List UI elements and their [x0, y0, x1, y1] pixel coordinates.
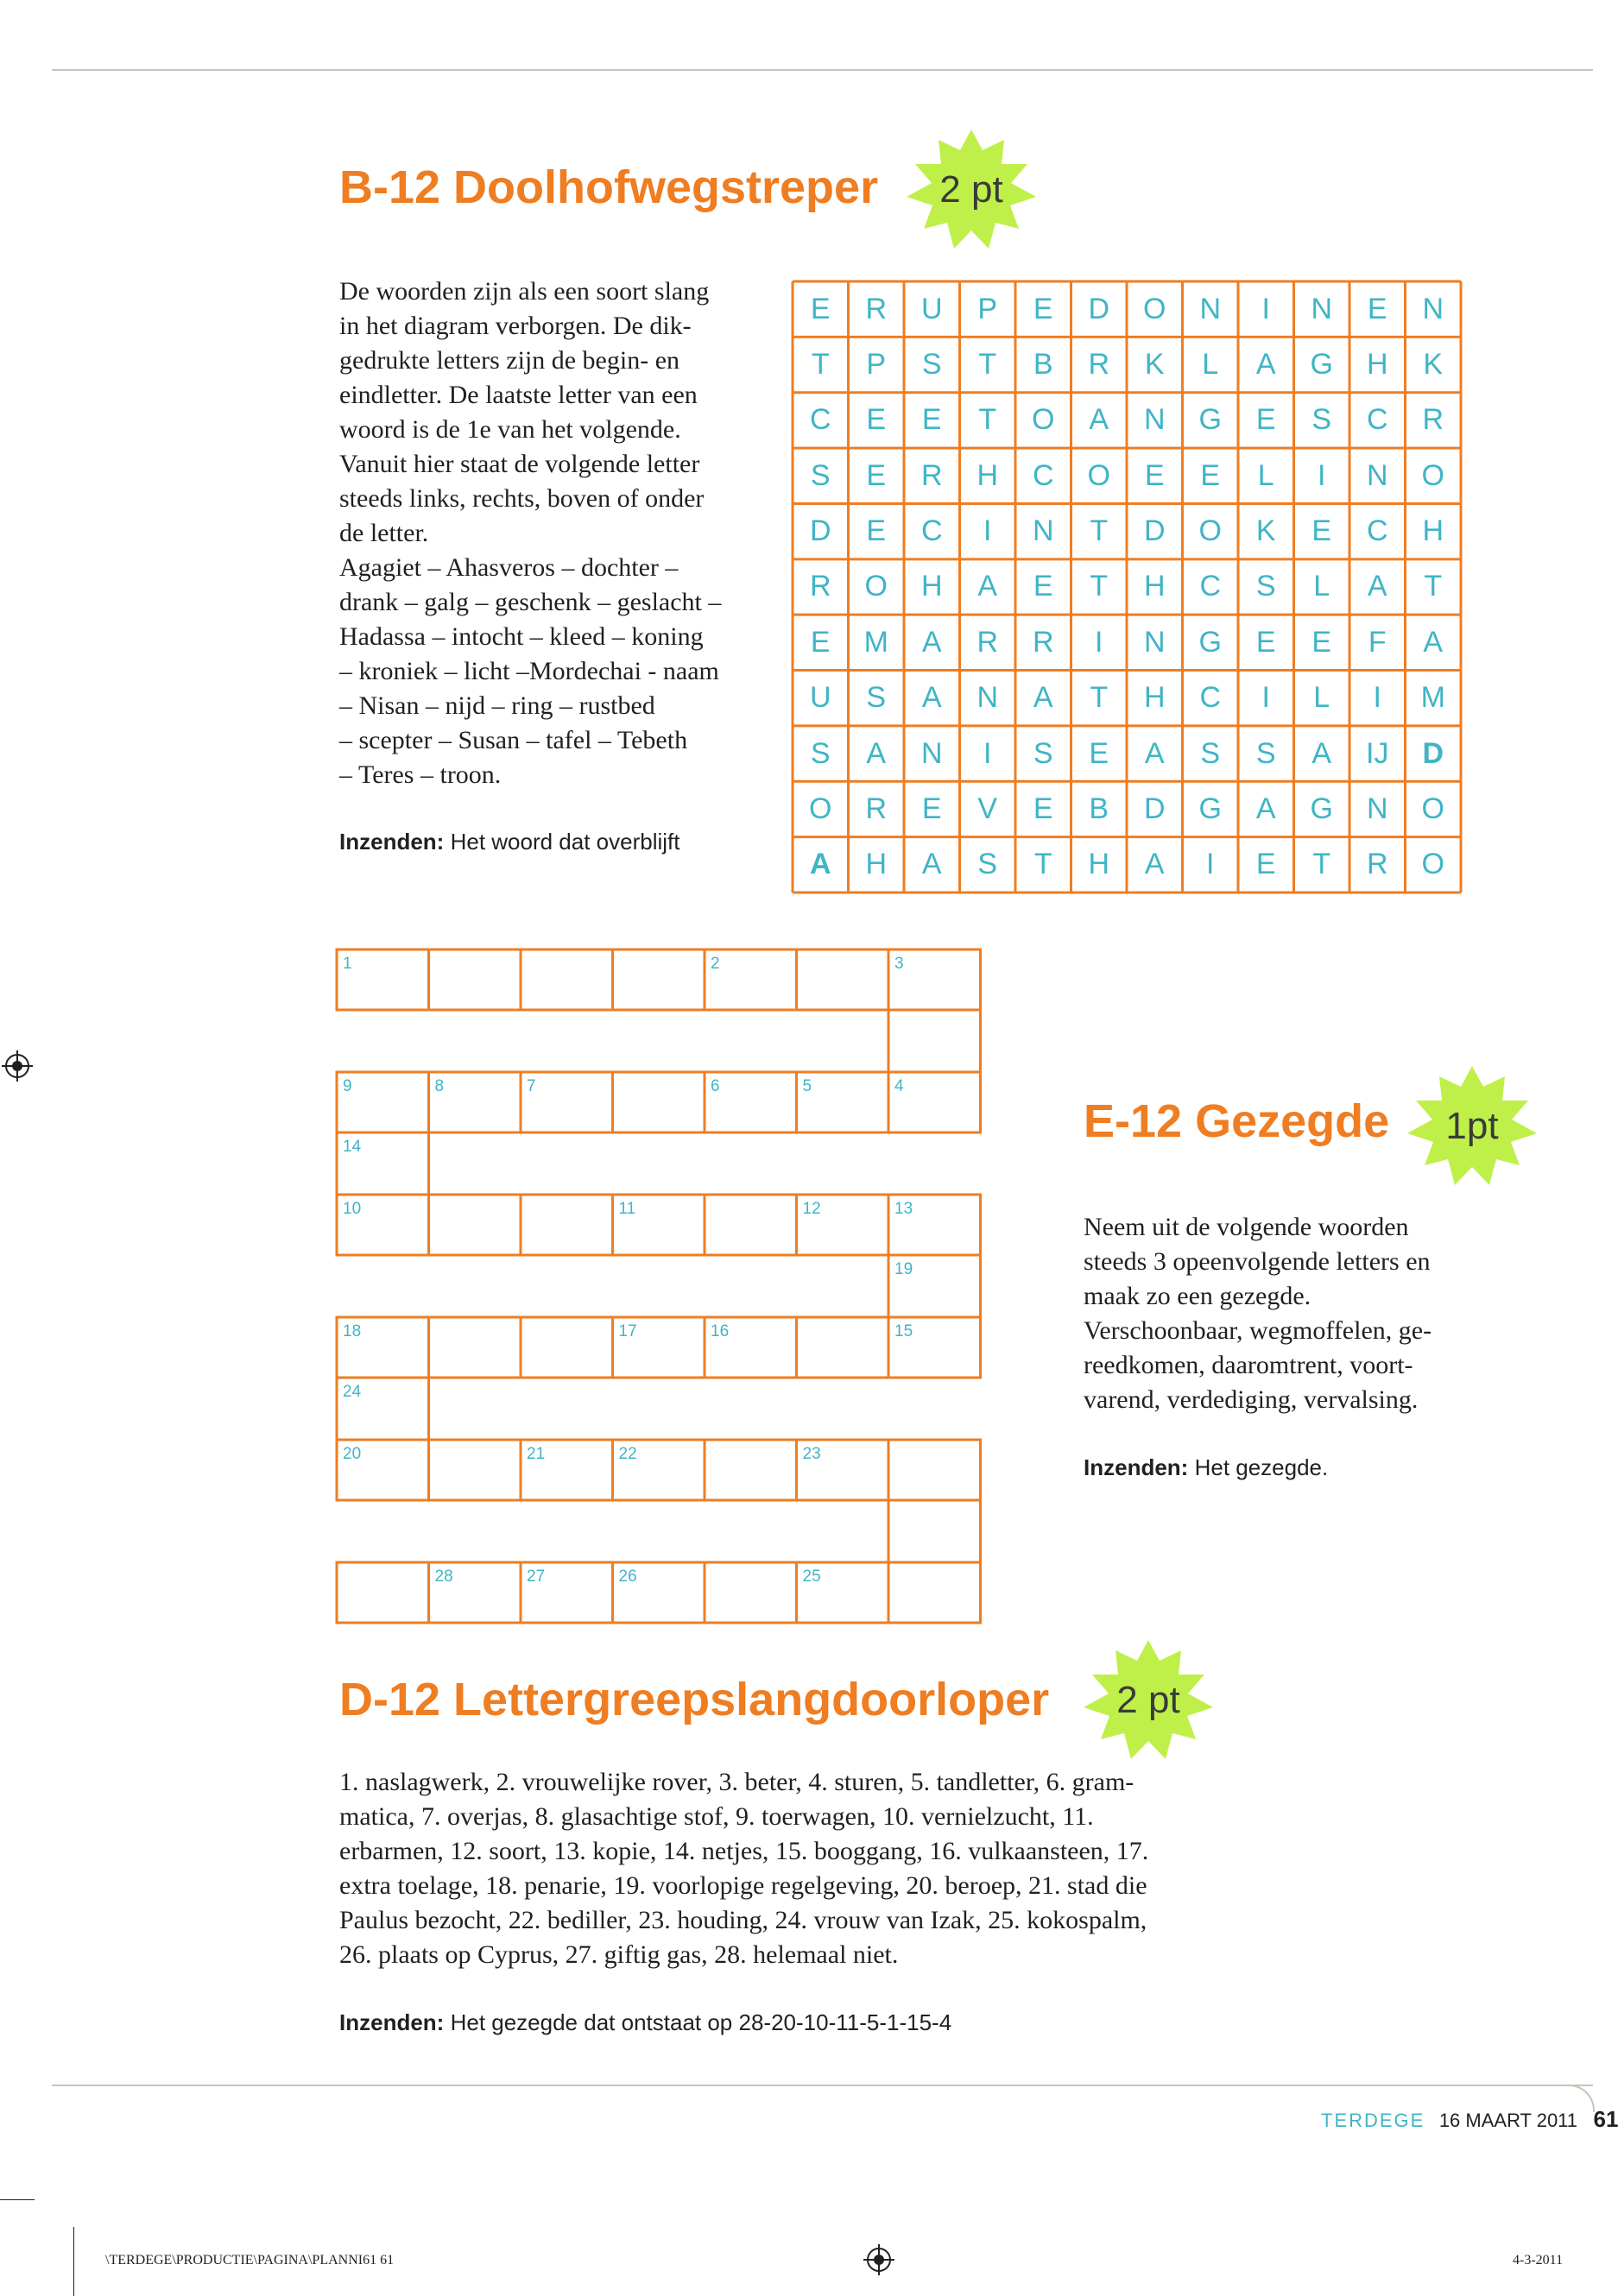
letter-cell: H	[1088, 848, 1110, 881]
d12-text-line: Paulus bezocht, 22. bediller, 23. houding, 24. vrouw van Izak, 25. kokospalm,	[339, 1906, 1147, 1934]
letter-cell: N	[1366, 792, 1388, 825]
letter-cell: E	[1033, 792, 1053, 825]
letter-cell: C	[1032, 458, 1054, 492]
letter-cell: C	[1199, 570, 1222, 603]
letter-cell: E	[866, 458, 887, 492]
letter-cell: L	[1257, 458, 1274, 492]
b12-text-line: De woorden zijn als een soort slang	[339, 277, 710, 306]
letter-cell: S	[921, 348, 942, 382]
letter-cell: C	[1366, 403, 1388, 437]
crossword-number: 3	[894, 955, 904, 973]
letter-cell: P	[977, 292, 998, 325]
crossword-number: 20	[343, 1445, 362, 1463]
letter-cell: U	[920, 292, 943, 325]
crossword-cell	[888, 1440, 981, 1500]
registration-mark-bottom	[862, 2242, 896, 2277]
b12-text-line: Hadassa – intocht – kleed – koning	[339, 622, 704, 651]
crossword-cell	[521, 949, 613, 1010]
slug-path: \TERDEGE\PRODUCTIE\PAGINA\PLANNI61 61	[105, 2253, 395, 2268]
b12-text-line: in het diagram verborgen. De dik-	[339, 312, 692, 340]
letter-cell: E	[1255, 848, 1276, 881]
b12-text-line: – scepter – Susan – tafel – Tebeth	[339, 726, 688, 754]
b12-text-line: Agagiet – Ahasveros – dochter –	[339, 553, 679, 582]
letter-cell: S	[1255, 736, 1276, 770]
b12-text-line: – Teres – troon.	[339, 760, 502, 789]
crossword-number: 19	[894, 1260, 913, 1278]
d12-points-burst	[1084, 1640, 1213, 1761]
letter-cell: C	[1199, 681, 1222, 715]
letter-cell: M	[1420, 681, 1445, 715]
letter-cell: N	[1032, 514, 1054, 548]
e12-title: E-12 Gezegde	[1084, 1095, 1390, 1147]
b12-text-line: drank – galg – geschenk – geslacht –	[339, 588, 722, 616]
b12-send-text: Het woord dat overblijft	[450, 829, 680, 855]
letter-cell: A	[1144, 736, 1165, 770]
letter-cell: I	[1261, 681, 1270, 715]
letter-cell: A	[809, 848, 831, 881]
e12-send-text: Het gezegde.	[1194, 1454, 1329, 1480]
letter-cell: A	[921, 848, 942, 881]
b12-instructions	[339, 274, 771, 792]
letter-cell: B	[1089, 792, 1109, 825]
letter-cell: A	[977, 570, 998, 603]
letter-cell: T	[978, 403, 997, 437]
letter-cell: D	[1143, 792, 1166, 825]
crossword-cell	[337, 1562, 429, 1623]
letter-cell: A	[1423, 625, 1444, 659]
d12-points: 2 pt	[1116, 1679, 1180, 1721]
b12-points-burst	[907, 129, 1036, 250]
letter-cell: E	[1033, 292, 1053, 325]
crossword-cell	[888, 1562, 981, 1623]
letter-cell: T	[1090, 681, 1109, 715]
letter-cell: T	[1033, 848, 1052, 881]
letter-cell: N	[1366, 458, 1388, 492]
letter-cell: E	[1089, 736, 1109, 770]
letter-cell: E	[1367, 292, 1387, 325]
crossword-number: 18	[343, 1322, 362, 1340]
letter-cell: N	[1311, 292, 1333, 325]
letter-cell: D	[1143, 514, 1166, 548]
crossword-cell	[429, 1317, 521, 1378]
letter-cell: H	[1422, 514, 1444, 548]
letter-cell: E	[921, 403, 942, 437]
letter-cell: E	[1311, 625, 1332, 659]
letter-cell: O	[1421, 848, 1444, 881]
letter-cell: R	[1422, 403, 1444, 437]
crossword-cell	[705, 1440, 797, 1500]
b12-text-line: steeds links, rechts, boven of onder	[339, 484, 705, 513]
crossword-number: 7	[527, 1077, 536, 1095]
letter-cell: H	[976, 458, 999, 492]
letter-cell: I	[1318, 458, 1326, 492]
crossword-number: 6	[711, 1077, 720, 1095]
crossword-number: 25	[802, 1567, 821, 1586]
crossword-number: 17	[618, 1322, 637, 1340]
crossword-cell	[613, 949, 705, 1010]
footer-page: 61	[1593, 2106, 1618, 2132]
letter-cell: D	[809, 514, 831, 548]
letter-cell: E	[1255, 625, 1276, 659]
letter-cell: D	[1422, 736, 1444, 770]
crossword-cell	[429, 949, 521, 1010]
letter-cell: A	[921, 681, 942, 715]
e12-text-line: varend, verdediging, vervalsing.	[1084, 1385, 1419, 1414]
letter-cell: E	[1200, 458, 1221, 492]
b12-text-line: gedrukte letters zijn de begin- en	[339, 346, 680, 375]
letter-cell: R	[809, 570, 831, 603]
e12-text-line: Neem uit de volgende woorden	[1084, 1213, 1409, 1241]
e12-send	[1084, 1454, 1328, 1481]
crossword-cell	[429, 1440, 521, 1500]
letter-cell: I	[1095, 625, 1103, 659]
crossword-number: 15	[894, 1322, 913, 1340]
letter-cell: U	[809, 681, 831, 715]
letter-cell: R	[920, 458, 943, 492]
letter-cell: H	[920, 570, 943, 603]
letter-cell: N	[1199, 292, 1222, 325]
crossword-cell	[521, 1317, 613, 1378]
crossword-number: 22	[618, 1445, 637, 1463]
letter-cell: T	[978, 348, 997, 382]
d12-text-line: 26. plaats op Cyprus, 27. giftig gas, 28. helemaal niet.	[339, 1940, 899, 1969]
registration-mark-left	[0, 1049, 35, 1083]
bottom-rule	[52, 2085, 1593, 2086]
top-rule	[52, 69, 1593, 71]
letter-cell: S	[810, 736, 831, 770]
crossword-number: 16	[711, 1322, 730, 1340]
crossword-cell	[613, 1072, 705, 1132]
letter-cell: O	[1032, 403, 1055, 437]
slug-date: 4-3-2011	[1513, 2253, 1564, 2268]
letter-cell: S	[1311, 403, 1332, 437]
letter-cell: F	[1368, 625, 1387, 659]
letter-cell: R	[1088, 348, 1110, 382]
letter-cell: N	[1422, 292, 1444, 325]
b12-text-line: eindletter. De laatste letter van een	[339, 381, 698, 409]
letter-cell: S	[866, 681, 887, 715]
crossword-connector-cell	[888, 1010, 981, 1072]
letter-cell: A	[1255, 792, 1276, 825]
crossword-cell	[797, 949, 889, 1010]
letter-cell: E	[866, 403, 887, 437]
d12-title: D-12 Lettergreepslangdoorloper	[339, 1674, 1050, 1725]
letter-cell: E	[810, 625, 831, 659]
letter-cell: E	[866, 514, 887, 548]
letter-cell: IJ	[1366, 736, 1389, 770]
e12-points: 1pt	[1445, 1105, 1499, 1147]
letter-cell: M	[863, 625, 888, 659]
letter-cell: S	[1255, 570, 1276, 603]
crossword-number: 24	[343, 1383, 362, 1401]
letter-cell: O	[1421, 458, 1444, 492]
letter-cell: O	[1421, 792, 1444, 825]
letter-cell: A	[1311, 736, 1332, 770]
letter-cell: L	[1202, 348, 1219, 382]
letter-cell: C	[809, 403, 831, 437]
b12-text-line: de letter.	[339, 519, 429, 547]
letter-cell: E	[1311, 514, 1332, 548]
letter-cell: I	[1206, 848, 1215, 881]
letter-cell: A	[1367, 570, 1387, 603]
letter-cell: T	[1312, 848, 1331, 881]
b12-send-label: Inzenden:	[339, 829, 445, 855]
letter-cell: D	[1088, 292, 1110, 325]
letter-cell: R	[976, 625, 999, 659]
b12-text-line: woord is de 1e van het volgende.	[339, 415, 681, 444]
d12-send-label: Inzenden:	[339, 2009, 445, 2035]
letter-cell: I	[1261, 292, 1270, 325]
letter-cell: K	[1144, 348, 1165, 382]
letter-cell: C	[1366, 514, 1388, 548]
crossword-connector-cell	[888, 1500, 981, 1562]
letter-cell: N	[920, 736, 943, 770]
letter-cell: K	[1423, 348, 1444, 382]
letter-cell: E	[1255, 403, 1276, 437]
letter-cell: R	[865, 792, 888, 825]
b12-title: B-12 Doolhofwegstreper	[339, 161, 879, 213]
letter-cell: R	[1366, 848, 1388, 881]
letter-cell: O	[1087, 458, 1110, 492]
letter-cell: E	[921, 792, 942, 825]
b12-send	[339, 829, 679, 855]
crossword-number: 11	[618, 1200, 636, 1218]
letter-grid-lines	[791, 280, 1463, 894]
crossword-cell	[429, 1195, 521, 1255]
letter-cell: I	[983, 514, 992, 548]
letter-cell: K	[1255, 514, 1276, 548]
letter-cell: E	[810, 292, 831, 325]
letter-cell: S	[1200, 736, 1221, 770]
crossword-number: 1	[343, 955, 352, 973]
crossword-number: 27	[527, 1567, 546, 1586]
crossword-number: 5	[802, 1077, 812, 1095]
d12-text-line: extra toelage, 18. penarie, 19. voorlopige regelgeving, 20. beroep, 21. stad die	[339, 1871, 1147, 1900]
letter-cell: G	[1310, 792, 1333, 825]
b12-letter-grid	[793, 281, 1461, 893]
letter-cell: A	[1089, 403, 1109, 437]
b12-text-line: Vanuit hier staat de volgende letter	[339, 450, 700, 478]
crossword-cell	[705, 1562, 797, 1623]
crossword-number: 28	[434, 1567, 453, 1586]
crossword-number: 10	[343, 1200, 362, 1218]
letter-cell: G	[1198, 403, 1222, 437]
b12-points: 2 pt	[939, 168, 1003, 211]
crossword-number: 9	[343, 1077, 352, 1095]
d12-send	[339, 2009, 951, 2036]
letter-cell: E	[1033, 570, 1053, 603]
crossword-number: 4	[894, 1077, 904, 1095]
crossword-number: 12	[802, 1200, 821, 1218]
letter-cell: A	[1255, 348, 1276, 382]
crossword-number: 26	[618, 1567, 637, 1586]
e12-instructions	[1084, 1210, 1567, 1417]
letter-cell: C	[920, 514, 943, 548]
letter-cell: I	[983, 736, 992, 770]
letter-cell: T	[1090, 514, 1109, 548]
letter-cell: O	[1143, 292, 1166, 325]
letter-cell: A	[921, 625, 942, 659]
crossword-cell	[521, 1195, 613, 1255]
letter-cell: H	[865, 848, 888, 881]
e12-text-line: maak zo een gezegde.	[1084, 1282, 1311, 1310]
crop-mark-vertical	[73, 2227, 74, 2296]
letter-cell: R	[1032, 625, 1054, 659]
letter-cell: G	[1198, 625, 1222, 659]
letter-cell: N	[1143, 625, 1166, 659]
e12-text-line: Verschoonbaar, wegmoffelen, ge-	[1084, 1316, 1432, 1345]
e12-text-line: steeds 3 opeenvolgende letters en	[1084, 1247, 1431, 1276]
letter-cell: H	[1143, 570, 1166, 603]
d12-text-line: matica, 7. overjas, 8. glasachtige stof, 9. toerwagen, 10. vernielzucht, 11.	[339, 1802, 1094, 1831]
letter-cell: R	[865, 292, 888, 325]
b12-text-line: – Nisan – nijd – ring – rustbed	[339, 691, 655, 720]
letter-cell: S	[1033, 736, 1053, 770]
crop-mark-left	[0, 2199, 35, 2200]
d12-text-line: 1. naslagwerk, 2. vrouwelijke rover, 3. beter, 4. sturen, 5. tandletter, 6. gram-	[339, 1768, 1134, 1796]
letter-cell: T	[1424, 570, 1443, 603]
letter-cell: O	[809, 792, 832, 825]
letter-cell: O	[1198, 514, 1222, 548]
d12-clues	[339, 1765, 1237, 1972]
crossword-cell	[797, 1317, 889, 1378]
d12-crossword-grid	[335, 948, 980, 1623]
crossword-number: 8	[434, 1077, 445, 1095]
letter-cell: O	[864, 570, 888, 603]
letter-cell: S	[810, 458, 831, 492]
e12-text-line: reedkomen, daaromtrent, voort-	[1084, 1351, 1413, 1379]
letter-cell: G	[1310, 348, 1333, 382]
letter-cell: A	[1144, 848, 1165, 881]
letter-cell: I	[1373, 681, 1381, 715]
letter-cell: G	[1198, 792, 1222, 825]
crossword-number: 14	[343, 1138, 362, 1156]
letter-cell: B	[1033, 348, 1053, 382]
b12-text-line: – kroniek – licht –Mordechai - naam	[339, 657, 719, 685]
letter-cell: E	[1144, 458, 1165, 492]
e12-send-label: Inzenden:	[1084, 1454, 1189, 1480]
letter-cell: T	[1090, 570, 1109, 603]
letter-cell: H	[1366, 348, 1388, 382]
page-corner-curve	[1567, 2085, 1595, 2112]
footer-brand: TERDEGE	[1321, 2110, 1425, 2131]
letter-cell: L	[1313, 570, 1330, 603]
letter-cell: N	[1143, 403, 1166, 437]
crossword-number: 13	[894, 1200, 913, 1218]
footer-date: 16 MAART 2011	[1438, 2110, 1578, 2131]
crossword-number: 21	[527, 1445, 546, 1463]
letter-cell: L	[1313, 681, 1330, 715]
letter-cell: P	[866, 348, 887, 382]
crossword-number: 23	[802, 1445, 821, 1463]
letter-cell: T	[811, 348, 830, 382]
crossword-cell	[705, 1195, 797, 1255]
letter-cell: V	[977, 792, 998, 825]
e12-points-burst	[1407, 1066, 1537, 1187]
letter-cell: S	[977, 848, 998, 881]
letter-cell: N	[976, 681, 999, 715]
letter-cell: A	[866, 736, 887, 770]
letter-cell: H	[1143, 681, 1166, 715]
crossword-number: 2	[711, 955, 720, 973]
d12-text-line: erbarmen, 12. soort, 13. kopie, 14. netjes, 15. booggang, 16. vulkaansteen, 17.	[339, 1837, 1149, 1865]
d12-send-text: Het gezegde dat ontstaat op 28-20-10-11-5-1-15-4	[450, 2009, 952, 2035]
crossword-lines	[335, 948, 991, 1630]
letter-cell: A	[1033, 681, 1053, 715]
